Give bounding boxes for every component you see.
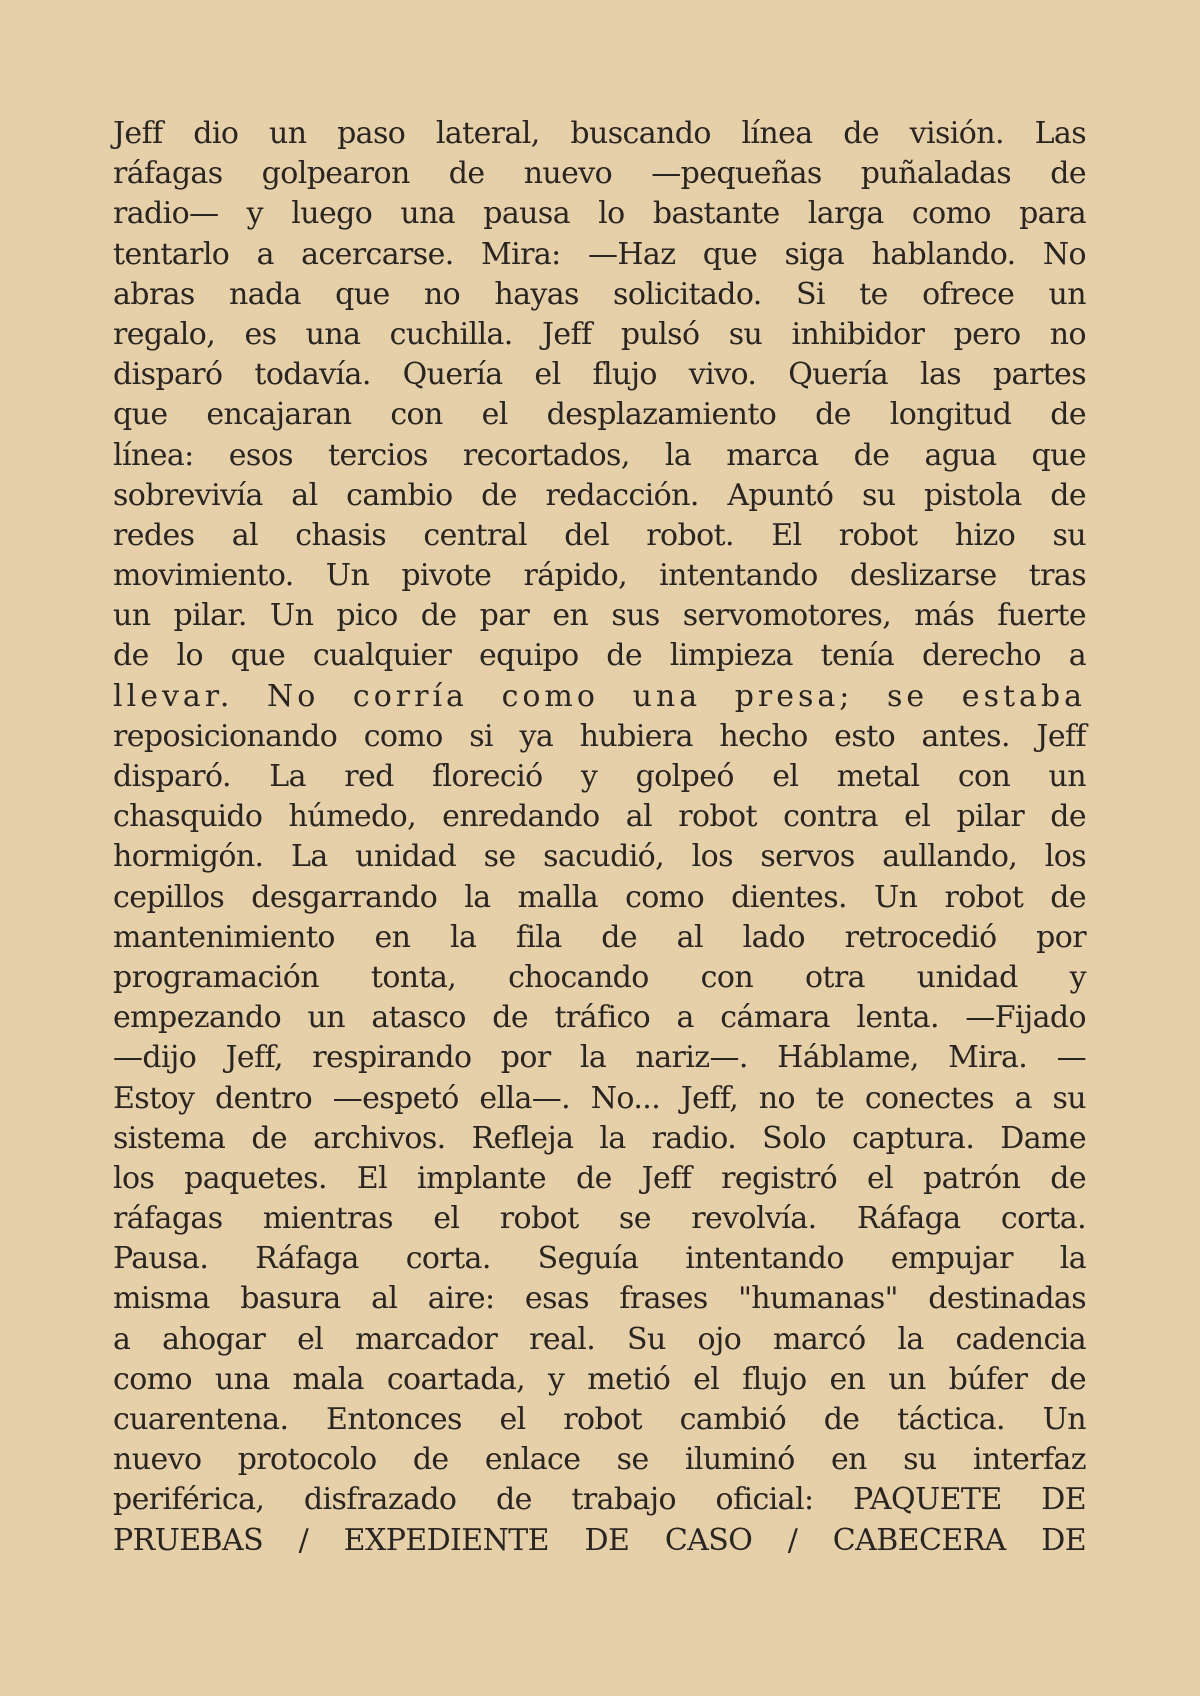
- text-line: sistema de archivos. Refleja la radio. Solo captura. Dame: [113, 1120, 1086, 1156]
- text-line: radio— y luego una pausa lo bastante larga como para: [113, 196, 1086, 232]
- text-line: hormigón. La unidad se sacudió, los servos aullando, los: [113, 839, 1086, 875]
- text-line: movimiento. Un pivote rápido, intentando deslizarse tras: [113, 558, 1086, 594]
- text-line: de lo que cualquier equipo de limpieza tenía derecho a: [113, 638, 1086, 674]
- text-line: mantenimiento en la fila de al lado retrocedió por: [113, 919, 1086, 955]
- text-line: programación tonta, chocando con otra unidad y: [113, 959, 1086, 995]
- text-line: reposicionando como si ya hubiera hecho esto antes. Jeff: [113, 718, 1086, 754]
- text-line: ráfagas golpearon de nuevo —pequeñas puñaladas de: [113, 156, 1086, 192]
- text-line: a ahogar el marcador real. Su ojo marcó la cadencia: [113, 1321, 1086, 1357]
- text-line: un pilar. Un pico de par en sus servomotores, más fuerte: [113, 598, 1086, 634]
- text-line: empezando un atasco de tráfico a cámara lenta. —Fijado: [113, 1000, 1086, 1036]
- text-line: —dijo Jeff, respirando por la nariz—. Háblame, Mira. —: [113, 1040, 1086, 1076]
- text-line: periférica, disfrazado de trabajo oficial: PAQUETE DE: [113, 1482, 1086, 1518]
- text-line: que encajaran con el desplazamiento de longitud de: [113, 397, 1086, 433]
- text-line: Jeff dio un paso lateral, buscando línea de visión. Las: [113, 116, 1086, 151]
- text-line: nuevo protocolo de enlace se iluminó en su interfaz: [113, 1442, 1086, 1478]
- text-line: Pausa. Ráfaga corta. Seguía intentando empujar la: [113, 1241, 1086, 1277]
- text-line: como una mala coartada, y metió el flujo en un búfer de: [113, 1361, 1086, 1397]
- text-line: abras nada que no hayas solicitado. Si te ofrece un: [113, 276, 1086, 312]
- text-line: regalo, es una cuchilla. Jeff pulsó su inhibidor pero no: [113, 316, 1086, 352]
- text-block: [113, 114, 1086, 1561]
- text-line: ráfagas mientras el robot se revolvía. Ráfaga corta.: [113, 1201, 1086, 1237]
- text-line: chasquido húmedo, enredando al robot contra el pilar de: [113, 799, 1086, 835]
- text-line: línea: esos tercios recortados, la marca de agua que: [113, 437, 1086, 473]
- text-line: misma basura al aire: esas frases "humanas" destinadas: [113, 1281, 1086, 1317]
- text-line: PRUEBAS / EXPEDIENTE DE CASO / CABECERA DE: [113, 1522, 1086, 1558]
- text-line: cuarentena. Entonces el robot cambió de táctica. Un: [113, 1402, 1086, 1437]
- text-line: disparó todavía. Quería el flujo vivo. Quería las partes: [113, 357, 1086, 393]
- text-line: cepillos desgarrando la malla como dientes. Un robot de: [113, 879, 1086, 915]
- text-line: redes al chasis central del robot. El robot hizo su: [113, 517, 1086, 553]
- text-line: Estoy dentro —espetó ella—. No... Jeff, no te conectes a su: [113, 1080, 1086, 1116]
- text-line: disparó. La red floreció y golpeó el metal con un: [113, 759, 1086, 794]
- text-line: llevar. No corría como una presa; se estaba: [113, 678, 1086, 714]
- text-line: los paquetes. El implante de Jeff registró el patrón de: [113, 1160, 1086, 1196]
- text-line: sobrevivía al cambio de redacción. Apuntó su pistola de: [113, 477, 1086, 513]
- text-line: tentarlo a acercarse. Mira: —Haz que siga hablando. No: [113, 236, 1086, 272]
